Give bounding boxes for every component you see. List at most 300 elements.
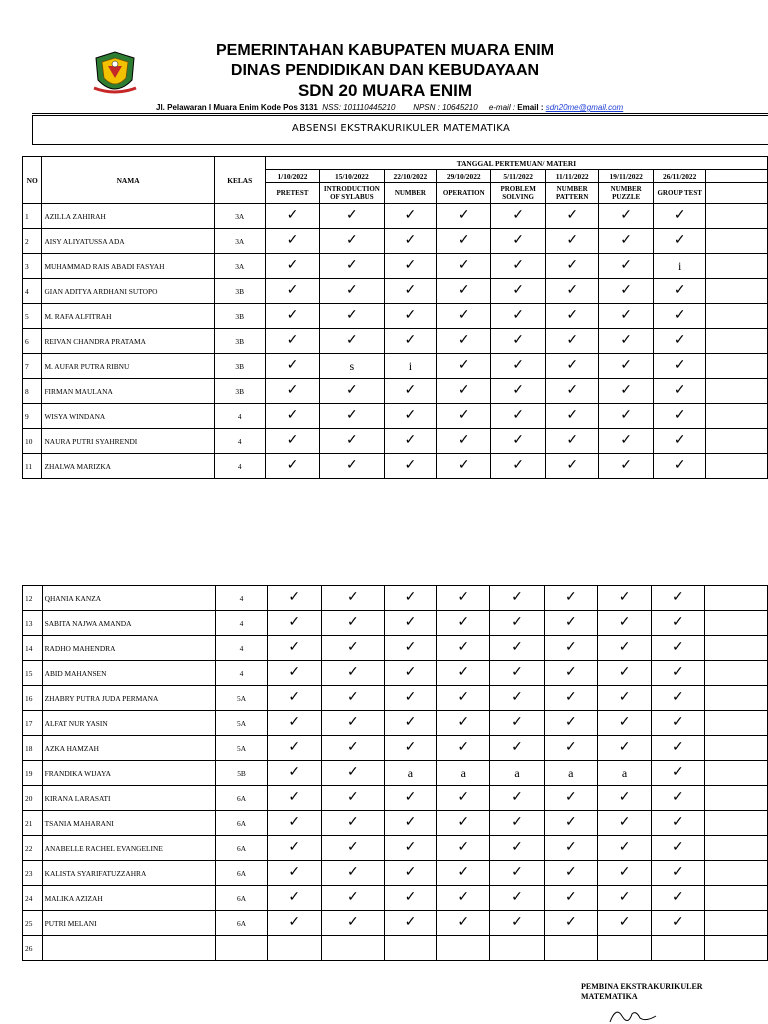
- attendance-check-icon: ✓: [437, 661, 490, 686]
- attendance-check-icon: ✓: [490, 661, 544, 686]
- government-name: PEMERINTAHAN KABUPATEN MUARA ENIM: [215, 42, 555, 59]
- column-group-header: TANGGAL PERTEMUAN/ MATERI: [265, 157, 767, 170]
- attendance-check-icon: ✓: [545, 404, 599, 429]
- attendance-check-icon: ✓: [545, 354, 599, 379]
- attendance-check-icon: ✓: [544, 811, 597, 836]
- attendance-check-icon: ✓: [384, 254, 437, 279]
- row-number: 4: [23, 279, 42, 304]
- npsn: NPSN : 10645210: [413, 103, 478, 112]
- signer-title-line1: PEMBINA EKSTRAKURIKULER: [581, 982, 703, 991]
- attendance-mark: a: [384, 761, 436, 786]
- attendance-check-icon: ✓: [544, 636, 597, 661]
- attendance-check-icon: ✓: [599, 454, 653, 479]
- student-class: 4: [216, 636, 267, 661]
- attendance-check-icon: ✓: [597, 886, 651, 911]
- student-name: AZKA HAMZAH: [42, 736, 216, 761]
- column-header-kelas: KELAS: [214, 157, 265, 204]
- row-number: 1: [23, 204, 42, 229]
- extra-cell: [704, 811, 767, 836]
- meeting-topic: OPERATION: [437, 183, 491, 204]
- extra-cell: [704, 861, 767, 886]
- attendance-check-icon: ✓: [599, 204, 653, 229]
- attendance-check-icon: ✓: [599, 354, 653, 379]
- attendance-check-icon: ✓: [599, 279, 653, 304]
- meeting-topic: INTRODUCTION OF SYLABUS: [320, 183, 384, 204]
- address: Jl. Pelawaran I Muara Enim Kode Pos 3131: [156, 103, 318, 112]
- column-header-no: NO: [23, 157, 42, 204]
- table-row: [23, 404, 768, 429]
- table-row: [23, 686, 768, 711]
- attendance-check-icon: ✓: [653, 304, 706, 329]
- attendance-check-icon: ✓: [384, 454, 437, 479]
- attendance-check-icon: ✓: [321, 886, 384, 911]
- attendance-check-icon: ✓: [544, 611, 597, 636]
- student-class: 3B: [214, 329, 265, 354]
- school-name: SDN 20 MUARA ENIM: [297, 81, 473, 100]
- student-class: 3A: [214, 254, 265, 279]
- attendance-check-icon: ✓: [437, 429, 491, 454]
- attendance-check-icon: ✓: [491, 379, 546, 404]
- student-class: 3A: [214, 204, 265, 229]
- student-name: MALIKA AZIZAH: [42, 886, 216, 911]
- attendance-mark: a: [437, 761, 490, 786]
- attendance-check-icon: ✓: [653, 429, 706, 454]
- attendance-check-icon: ✓: [321, 636, 384, 661]
- attendance-check-icon: ✓: [265, 379, 319, 404]
- table-row: [23, 354, 768, 379]
- attendance-check-icon: ✓: [491, 454, 546, 479]
- student-class: 3B: [214, 304, 265, 329]
- attendance-check-icon: ✓: [490, 611, 544, 636]
- row-number: 23: [23, 861, 43, 886]
- row-number: 8: [23, 379, 42, 404]
- attendance-check-icon: ✓: [320, 304, 384, 329]
- attendance-check-icon: ✓: [597, 836, 651, 861]
- attendance-check-icon: ✓: [384, 811, 436, 836]
- row-number: 26: [23, 936, 43, 961]
- attendance-check-icon: ✓: [267, 786, 321, 811]
- attendance-check-icon: ✓: [320, 279, 384, 304]
- attendance-check-icon: ✓: [653, 279, 706, 304]
- attendance-check-icon: ✓: [597, 861, 651, 886]
- attendance-check-icon: ✓: [652, 761, 704, 786]
- attendance-check-icon: ✓: [321, 761, 384, 786]
- attendance-check-icon: ✓: [597, 611, 651, 636]
- row-number: 18: [23, 736, 43, 761]
- attendance-check-icon: ✓: [490, 686, 544, 711]
- attendance-check-icon: ✓: [653, 229, 706, 254]
- attendance-check-icon: ✓: [320, 229, 384, 254]
- attendance-check-icon: ✓: [384, 836, 436, 861]
- meeting-date: 19/11/2022: [599, 170, 653, 183]
- attendance-check-icon: ✓: [599, 229, 653, 254]
- row-number: 7: [23, 354, 42, 379]
- student-name: AISY ALIYATUSSA ADA: [42, 229, 214, 254]
- attendance-check-icon: ✓: [545, 329, 599, 354]
- extra-cell: [706, 454, 768, 479]
- table-row: [23, 586, 768, 611]
- attendance-check-icon: ✓: [653, 354, 706, 379]
- extra-cell: [706, 254, 768, 279]
- attendance-check-icon: ✓: [437, 636, 490, 661]
- meeting-topic: PRETEST: [265, 183, 319, 204]
- student-class: 3B: [214, 379, 265, 404]
- attendance-check-icon: ✓: [490, 861, 544, 886]
- attendance-check-icon: ✓: [491, 429, 546, 454]
- meeting-date: 5/11/2022: [491, 170, 546, 183]
- student-class: 6A: [216, 911, 267, 936]
- student-name: TSANIA MAHARANI: [42, 811, 216, 836]
- row-number: 11: [23, 454, 42, 479]
- attendance-check-icon: ✓: [652, 811, 704, 836]
- student-name: FIRMAN MAULANA: [42, 379, 214, 404]
- student-name: KIRANA LARASATI: [42, 786, 216, 811]
- attendance-check-icon: ✓: [437, 586, 490, 611]
- attendance-check-icon: ✓: [545, 379, 599, 404]
- attendance-check-icon: ✓: [437, 836, 490, 861]
- row-number: 9: [23, 404, 42, 429]
- letterhead: [0, 0, 768, 116]
- email-label-bold: Email :: [517, 103, 546, 112]
- extra-cell: [704, 736, 767, 761]
- student-class: 3B: [214, 279, 265, 304]
- attendance-check-icon: ✓: [321, 661, 384, 686]
- attendance-check-icon: ✓: [384, 229, 437, 254]
- student-class: 6A: [216, 811, 267, 836]
- attendance-mark: [490, 936, 544, 961]
- attendance-check-icon: ✓: [490, 836, 544, 861]
- student-name: ZHALWA MARIZKA: [42, 454, 214, 479]
- attendance-check-icon: ✓: [320, 379, 384, 404]
- student-class: 6A: [216, 786, 267, 811]
- attendance-check-icon: ✓: [321, 711, 384, 736]
- attendance-check-icon: ✓: [321, 786, 384, 811]
- attendance-check-icon: ✓: [265, 304, 319, 329]
- attendance-check-icon: ✓: [652, 686, 704, 711]
- attendance-check-icon: ✓: [384, 636, 436, 661]
- attendance-check-icon: ✓: [545, 254, 599, 279]
- extra-cell: [704, 661, 767, 686]
- attendance-check-icon: ✓: [544, 686, 597, 711]
- attendance-check-icon: ✓: [544, 911, 597, 936]
- attendance-check-icon: ✓: [544, 711, 597, 736]
- student-class: 3B: [214, 354, 265, 379]
- attendance-check-icon: ✓: [384, 404, 437, 429]
- table-row: [23, 736, 768, 761]
- attendance-check-icon: ✓: [384, 661, 436, 686]
- attendance-check-icon: ✓: [490, 736, 544, 761]
- attendance-check-icon: ✓: [490, 886, 544, 911]
- attendance-check-icon: ✓: [267, 586, 321, 611]
- attendance-mark: i: [653, 254, 706, 279]
- extra-cell: [704, 836, 767, 861]
- attendance-check-icon: ✓: [437, 229, 491, 254]
- attendance-check-icon: ✓: [652, 736, 704, 761]
- table-row: [23, 329, 768, 354]
- attendance-check-icon: ✓: [544, 886, 597, 911]
- attendance-check-icon: ✓: [265, 229, 319, 254]
- attendance-check-icon: ✓: [491, 254, 546, 279]
- student-class: [216, 936, 267, 961]
- table-row: [23, 886, 768, 911]
- attendance-check-icon: ✓: [437, 354, 491, 379]
- attendance-check-icon: ✓: [437, 611, 490, 636]
- meeting-topic: NUMBER: [384, 183, 437, 204]
- attendance-check-icon: ✓: [321, 836, 384, 861]
- extra-cell: [706, 329, 768, 354]
- row-number: 12: [23, 586, 43, 611]
- attendance-check-icon: ✓: [437, 811, 490, 836]
- extra-cell: [704, 936, 767, 961]
- attendance-check-icon: ✓: [491, 404, 546, 429]
- attendance-check-icon: ✓: [265, 404, 319, 429]
- attendance-mark: a: [597, 761, 651, 786]
- attendance-check-icon: ✓: [491, 229, 546, 254]
- student-name: GIAN ADITYA ARDHANI SUTOPO: [42, 279, 214, 304]
- signer-title-line2: MATEMATIKA: [581, 992, 638, 1001]
- attendance-table-part-1: [22, 156, 768, 479]
- row-number: 10: [23, 429, 42, 454]
- attendance-check-icon: ✓: [652, 861, 704, 886]
- student-name: NAURA PUTRI SYAHRENDI: [42, 429, 214, 454]
- extra-cell: [704, 911, 767, 936]
- attendance-check-icon: ✓: [597, 586, 651, 611]
- meeting-date: 15/10/2022: [320, 170, 384, 183]
- attendance-check-icon: ✓: [320, 404, 384, 429]
- attendance-check-icon: ✓: [437, 786, 490, 811]
- student-name: SABITA NAJWA AMANDA: [42, 611, 216, 636]
- table-row: [23, 454, 768, 479]
- attendance-check-icon: ✓: [597, 636, 651, 661]
- attendance-check-icon: ✓: [384, 786, 436, 811]
- extra-cell: [706, 354, 768, 379]
- attendance-check-icon: ✓: [652, 636, 704, 661]
- attendance-mark: [267, 936, 321, 961]
- student-name: MUHAMMAD RAIS ABADI FASYAH: [42, 254, 214, 279]
- attendance-check-icon: ✓: [544, 736, 597, 761]
- attendance-check-icon: ✓: [597, 811, 651, 836]
- attendance-check-icon: ✓: [437, 911, 490, 936]
- attendance-check-icon: ✓: [437, 886, 490, 911]
- attendance-check-icon: ✓: [267, 911, 321, 936]
- extra-cell: [706, 404, 768, 429]
- attendance-check-icon: ✓: [267, 761, 321, 786]
- attendance-check-icon: ✓: [545, 429, 599, 454]
- student-class: 4: [216, 586, 267, 611]
- attendance-check-icon: ✓: [267, 811, 321, 836]
- row-number: 5: [23, 304, 42, 329]
- attendance-check-icon: ✓: [597, 786, 651, 811]
- attendance-check-icon: ✓: [320, 254, 384, 279]
- attendance-mark: [321, 936, 384, 961]
- attendance-check-icon: ✓: [545, 304, 599, 329]
- row-number: 15: [23, 661, 43, 686]
- email-label: e-mail :: [488, 103, 518, 112]
- student-class: 4: [216, 611, 267, 636]
- row-number: 20: [23, 786, 43, 811]
- extra-cell: [704, 711, 767, 736]
- table-row: [23, 861, 768, 886]
- extra-cell: [706, 204, 768, 229]
- student-class: 6A: [216, 836, 267, 861]
- attendance-check-icon: ✓: [384, 429, 437, 454]
- attendance-check-icon: ✓: [545, 204, 599, 229]
- extra-cell: [704, 636, 767, 661]
- attendance-check-icon: ✓: [267, 836, 321, 861]
- extra-cell: [704, 786, 767, 811]
- attendance-check-icon: ✓: [599, 304, 653, 329]
- attendance-check-icon: ✓: [597, 661, 651, 686]
- attendance-check-icon: ✓: [384, 329, 437, 354]
- table-row: [23, 254, 768, 279]
- attendance-check-icon: ✓: [267, 886, 321, 911]
- attendance-check-icon: ✓: [384, 736, 436, 761]
- meeting-topic: GROUP TEST: [653, 183, 706, 204]
- attendance-check-icon: ✓: [437, 379, 491, 404]
- attendance-check-icon: ✓: [653, 404, 706, 429]
- attendance-check-icon: ✓: [491, 279, 546, 304]
- attendance-check-icon: ✓: [321, 611, 384, 636]
- attendance-check-icon: ✓: [653, 379, 706, 404]
- student-class: 6A: [216, 886, 267, 911]
- row-number: 3: [23, 254, 42, 279]
- attendance-check-icon: ✓: [437, 711, 490, 736]
- meeting-date: 22/10/2022: [384, 170, 437, 183]
- attendance-check-icon: ✓: [267, 736, 321, 761]
- student-name: AZILLA ZAHIRAH: [42, 204, 214, 229]
- department-name: DINAS PENDIDIKAN DAN KEBUDAYAAN: [230, 62, 540, 79]
- student-name: KALISTA SYARIFATUZZAHRA: [42, 861, 216, 886]
- meeting-date: 11/11/2022: [545, 170, 599, 183]
- student-name: ALFAT NUR YASIN: [42, 711, 216, 736]
- attendance-check-icon: ✓: [491, 354, 546, 379]
- attendance-check-icon: ✓: [653, 329, 706, 354]
- attendance-check-icon: ✓: [652, 661, 704, 686]
- attendance-check-icon: ✓: [267, 611, 321, 636]
- row-number: 19: [23, 761, 43, 786]
- attendance-check-icon: ✓: [599, 429, 653, 454]
- attendance-check-icon: ✓: [597, 711, 651, 736]
- attendance-check-icon: ✓: [437, 686, 490, 711]
- attendance-check-icon: ✓: [384, 911, 436, 936]
- attendance-check-icon: ✓: [321, 736, 384, 761]
- table-row: [23, 661, 768, 686]
- attendance-check-icon: ✓: [490, 911, 544, 936]
- attendance-check-icon: ✓: [544, 786, 597, 811]
- attendance-mark: s: [320, 354, 384, 379]
- attendance-check-icon: ✓: [490, 586, 544, 611]
- student-class: 4: [214, 454, 265, 479]
- attendance-mark: [384, 936, 436, 961]
- extra-cell: [704, 761, 767, 786]
- row-number: 24: [23, 886, 43, 911]
- attendance-check-icon: ✓: [490, 786, 544, 811]
- student-name: PUTRI MELANI: [42, 911, 216, 936]
- attendance-check-icon: ✓: [437, 329, 491, 354]
- attendance-check-icon: ✓: [320, 429, 384, 454]
- student-class: 5A: [216, 711, 267, 736]
- attendance-check-icon: ✓: [437, 304, 491, 329]
- attendance-mark: [544, 936, 597, 961]
- attendance-check-icon: ✓: [384, 279, 437, 304]
- attendance-check-icon: ✓: [437, 861, 490, 886]
- meeting-date: 1/10/2022: [265, 170, 319, 183]
- attendance-check-icon: ✓: [437, 454, 491, 479]
- row-number: 22: [23, 836, 43, 861]
- table-row: [23, 711, 768, 736]
- attendance-check-icon: ✓: [265, 254, 319, 279]
- header-rule: [32, 113, 768, 114]
- attendance-check-icon: ✓: [491, 304, 546, 329]
- email-link[interactable]: sdn20me@gmail.com: [545, 103, 624, 112]
- row-number: 16: [23, 686, 43, 711]
- extra-cell: [706, 279, 768, 304]
- attendance-check-icon: ✓: [545, 454, 599, 479]
- signer-block: [581, 982, 703, 1002]
- student-class: 5A: [216, 736, 267, 761]
- attendance-check-icon: ✓: [267, 686, 321, 711]
- attendance-check-icon: ✓: [321, 911, 384, 936]
- table-row: [23, 936, 768, 961]
- meeting-date: 26/11/2022: [653, 170, 706, 183]
- table-row: [23, 811, 768, 836]
- attendance-check-icon: ✓: [491, 329, 546, 354]
- meeting-topic: PROBLEM SOLVING: [491, 183, 546, 204]
- extra-cell: [704, 886, 767, 911]
- attendance-check-icon: ✓: [652, 586, 704, 611]
- attendance-check-icon: ✓: [597, 686, 651, 711]
- attendance-check-icon: ✓: [265, 279, 319, 304]
- student-class: 4: [214, 429, 265, 454]
- student-class: 4: [216, 661, 267, 686]
- attendance-check-icon: ✓: [597, 736, 651, 761]
- attendance-check-icon: ✓: [384, 304, 437, 329]
- attendance-check-icon: ✓: [652, 611, 704, 636]
- attendance-check-icon: ✓: [545, 229, 599, 254]
- attendance-check-icon: ✓: [544, 661, 597, 686]
- student-class: 5B: [216, 761, 267, 786]
- table-row: [23, 279, 768, 304]
- table-row: [23, 786, 768, 811]
- attendance-check-icon: ✓: [437, 404, 491, 429]
- student-class: 4: [214, 404, 265, 429]
- attendance-check-icon: ✓: [384, 886, 436, 911]
- attendance-check-icon: ✓: [437, 204, 491, 229]
- student-class: 6A: [216, 861, 267, 886]
- attendance-check-icon: ✓: [652, 786, 704, 811]
- table-row: [23, 204, 768, 229]
- table-row: [23, 911, 768, 936]
- attendance-check-icon: ✓: [491, 204, 546, 229]
- attendance-check-icon: ✓: [437, 254, 491, 279]
- attendance-check-icon: ✓: [267, 861, 321, 886]
- student-class: 3A: [214, 229, 265, 254]
- attendance-check-icon: ✓: [320, 454, 384, 479]
- signature-icon: [606, 1004, 666, 1024]
- attendance-check-icon: ✓: [653, 204, 706, 229]
- attendance-check-icon: ✓: [320, 204, 384, 229]
- student-class: 5A: [216, 686, 267, 711]
- attendance-table-part-2: [22, 585, 768, 961]
- attendance-check-icon: ✓: [265, 329, 319, 354]
- extra-cell: [706, 379, 768, 404]
- attendance-check-icon: ✓: [652, 911, 704, 936]
- attendance-check-icon: ✓: [321, 861, 384, 886]
- row-number: 14: [23, 636, 43, 661]
- extra-header-cell: [706, 183, 768, 204]
- table-row: [23, 761, 768, 786]
- attendance-check-icon: ✓: [267, 711, 321, 736]
